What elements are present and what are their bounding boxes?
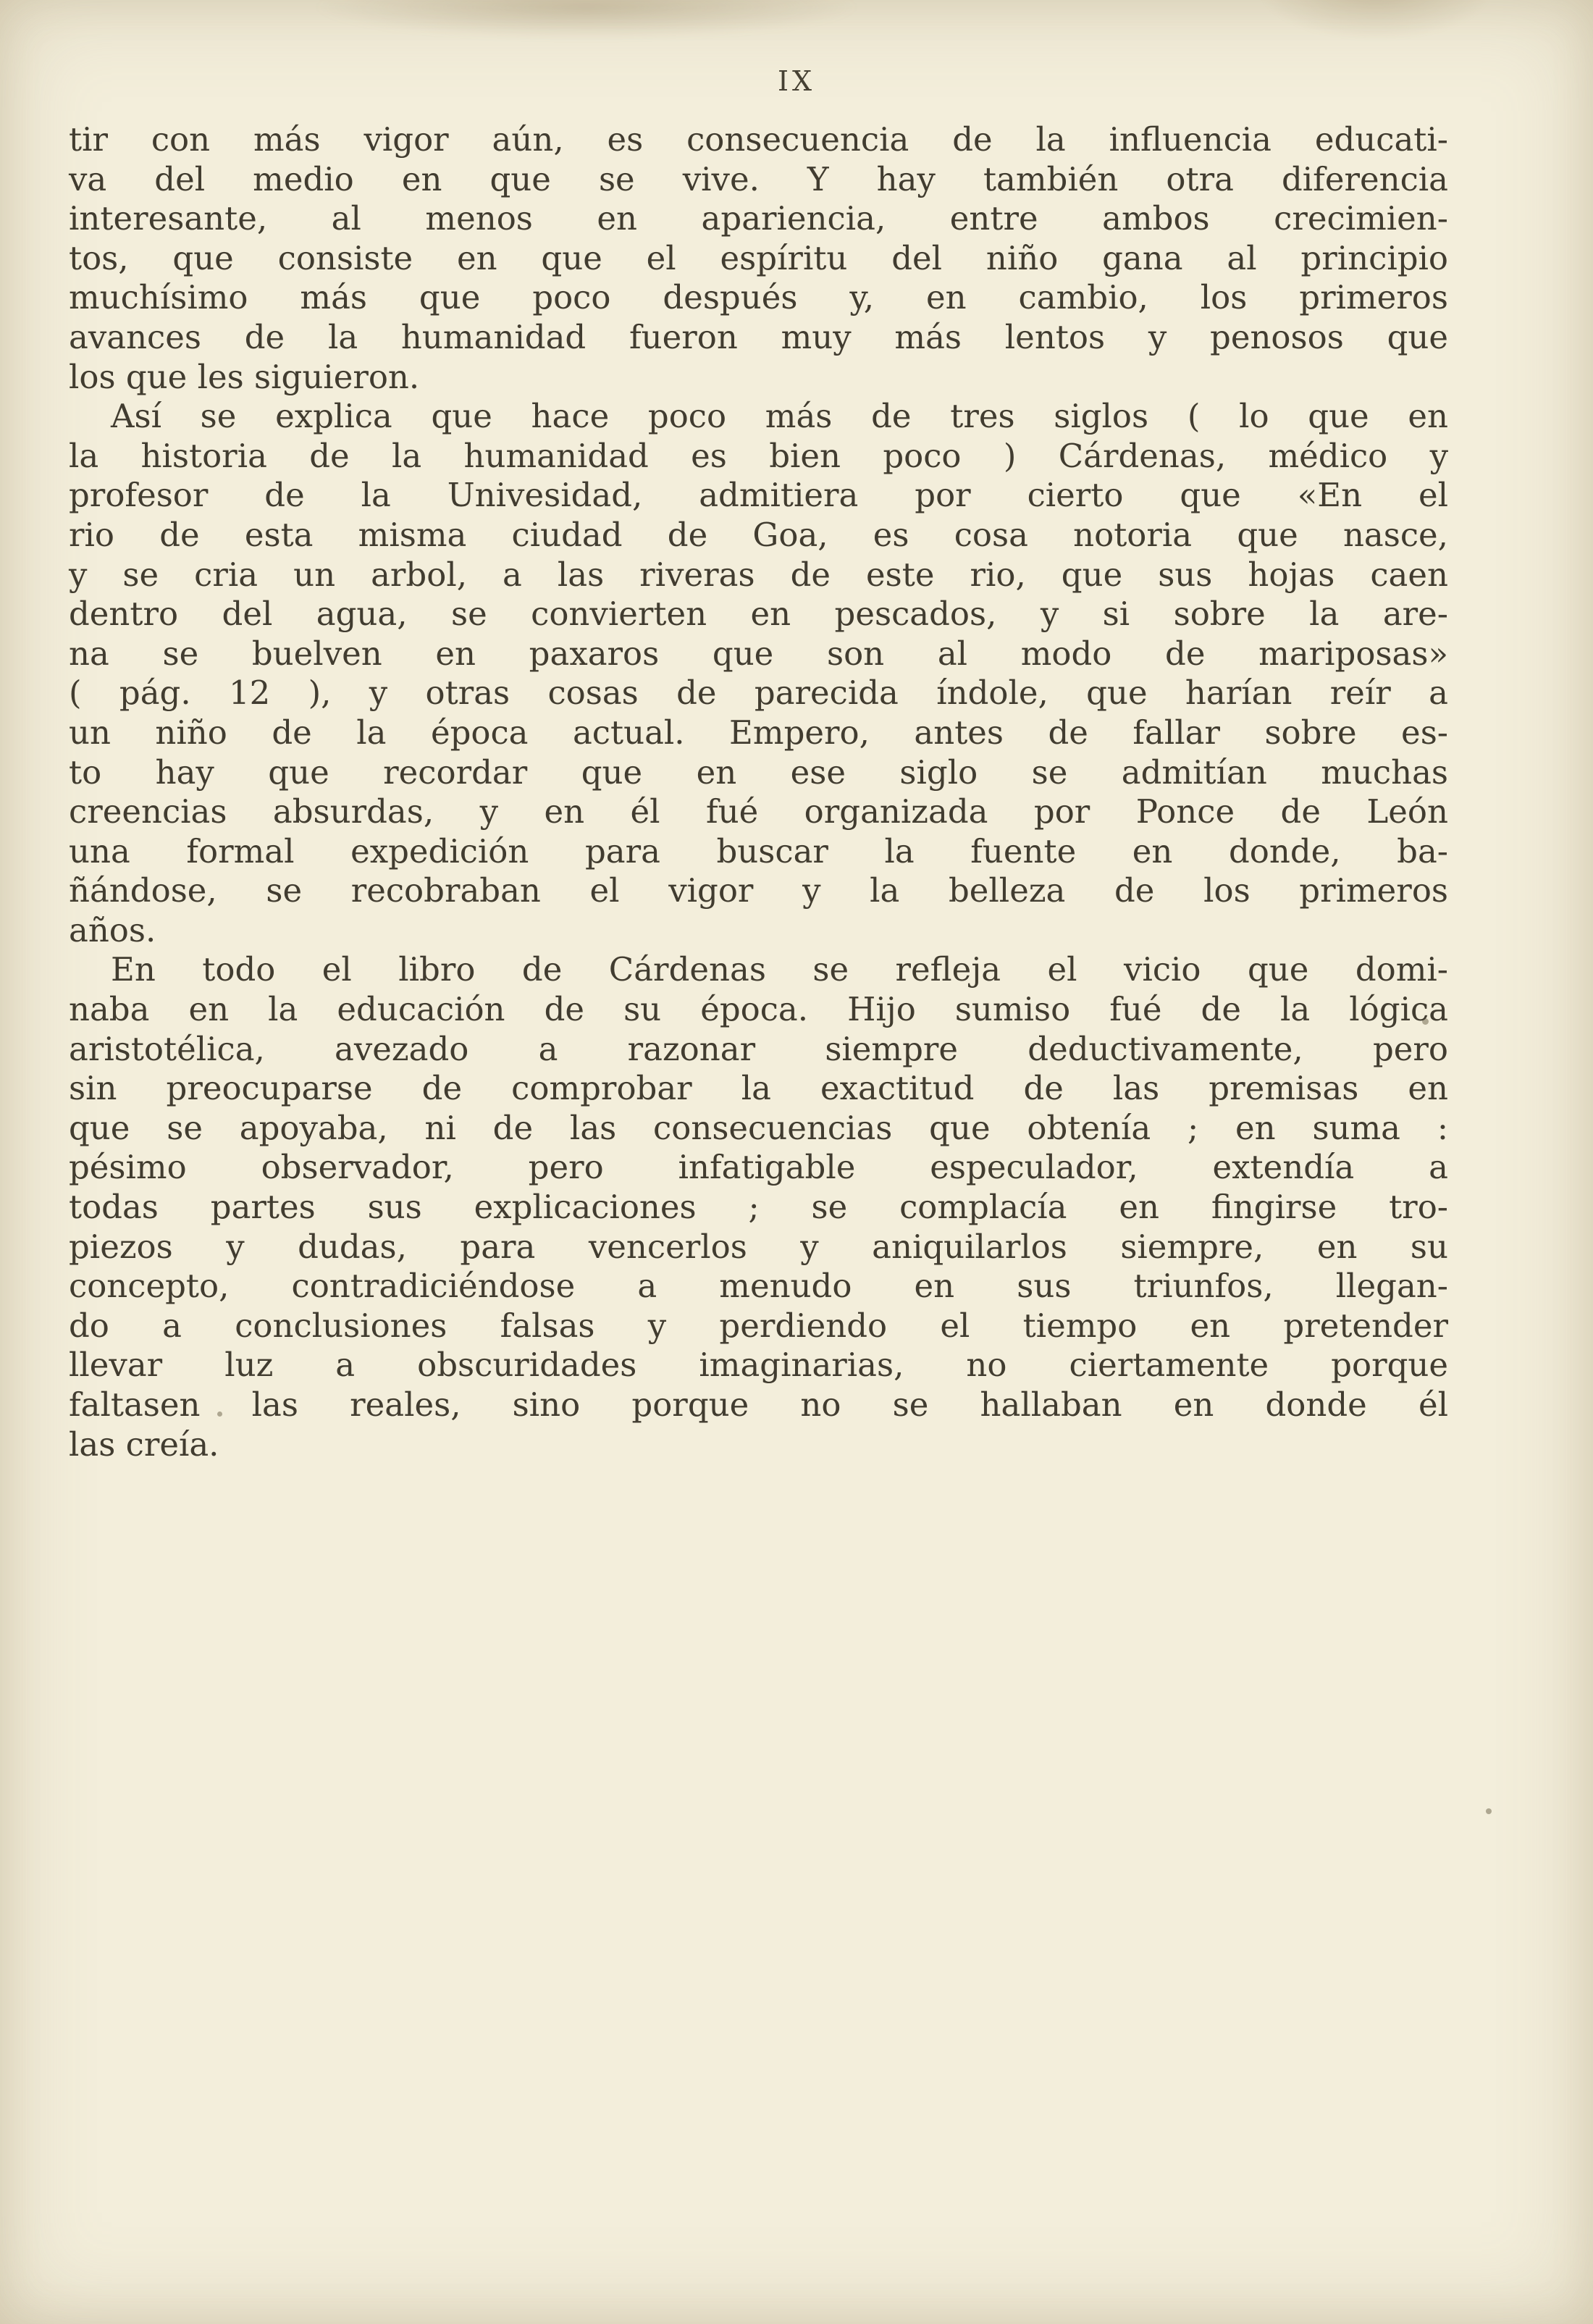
- text-line: faltasen las reales, sino porque no se hallaban en donde él: [69, 1385, 1448, 1424]
- text-line: va del medio en que se vive. Y hay también otra diferencia: [69, 159, 1448, 198]
- text-line: na se buelven en paxaros que son al modo de mariposas»: [69, 634, 1448, 673]
- paper-corner-chip: [1260, 0, 1492, 39]
- text-line: la historia de la humanidad es bien poco ) Cárdenas, médico y: [69, 436, 1448, 475]
- text-line: años.: [69, 910, 156, 949]
- text-line: tos, que consiste en que el espíritu del niño gana al principio: [69, 238, 1448, 277]
- text-line: ñándose, se recobraban el vigor y la belleza de los primeros: [69, 871, 1448, 910]
- text-line: creencias absurdas, y en él fué organizada por Ponce de León: [69, 792, 1448, 831]
- text-line: una formal expedición para buscar la fuente en donde, ba-: [69, 831, 1448, 871]
- paragraph: [69, 397, 1448, 950]
- text-line: profesor de la Univesidad, admitiera por cierto que «En el: [69, 476, 1448, 515]
- text-line: rio de esta misma ciudad de Goa, es cosa notoria que nasce,: [69, 515, 1448, 554]
- text-line: los que les siguieron.: [69, 357, 420, 396]
- page-number: IX: [777, 65, 816, 97]
- text-line: aristotélica, avezado a razonar siempre deductivamente, pero: [69, 1029, 1448, 1068]
- text-line: que se apoyaba, ni de las consecuencias que obtenía ; en suma :: [69, 1108, 1448, 1147]
- text-line: avances de la humanidad fueron muy más lentos y penosos que: [69, 317, 1448, 356]
- text-line: llevar luz a obscuridades imaginarias, no ciertamente porque: [69, 1346, 1448, 1385]
- text-line: Así se explica que hace poco más de tres siglos ( lo que en: [111, 397, 1448, 436]
- text-line: naba en la educación de su época. Hijo sumiso fué de la lógica: [69, 990, 1448, 1029]
- text-line: pésimo observador, pero infatigable especulador, extendía a: [69, 1148, 1448, 1187]
- text-line: un niño de la época actual. Empero, antes de fallar sobre es-: [69, 713, 1448, 752]
- scan-speck: [1486, 1808, 1492, 1814]
- text-line: En todo el libro de Cárdenas se refleja el vicio que domi-: [111, 950, 1448, 989]
- text-line: interesante, al menos en apariencia, entre ambos crecimien-: [69, 199, 1448, 238]
- text-block: [69, 120, 1448, 1464]
- text-line: do a conclusiones falsas y perdiendo el tiempo en pretender: [69, 1306, 1448, 1345]
- text-line: to hay que recordar que en ese siglo se admitían muchas: [69, 752, 1448, 792]
- text-line: sin preocuparse de comprobar la exactitud de las premisas en: [69, 1069, 1448, 1108]
- text-line: dentro del agua, se convierten en pescados, y si sobre la are-: [69, 595, 1448, 634]
- text-line: muchísimo más que poco después y, en cambio, los primeros: [69, 278, 1448, 317]
- text-line: concepto, contradiciéndose a menudo en sus triunfos, llegan-: [69, 1267, 1448, 1306]
- paragraph: [69, 950, 1448, 1464]
- text-line: piezos y dudas, para vencerlos y aniquilarlos siempre, en su: [69, 1227, 1448, 1266]
- text-line: las creía.: [69, 1425, 219, 1464]
- text-line: ( pág. 12 ), y otras cosas de parecida índole, que harían reír a: [69, 674, 1448, 713]
- paragraph: [69, 120, 1448, 397]
- text-line: tir con más vigor aún, es consecuencia de la influencia educati-: [69, 120, 1448, 159]
- text-line: todas partes sus explicaciones ; se complacía en fingirse tro-: [69, 1188, 1448, 1227]
- scan-smudge: [311, 0, 862, 39]
- text-line: y se cria un arbol, a las riveras de este rio, que sus hojas caen: [69, 555, 1448, 594]
